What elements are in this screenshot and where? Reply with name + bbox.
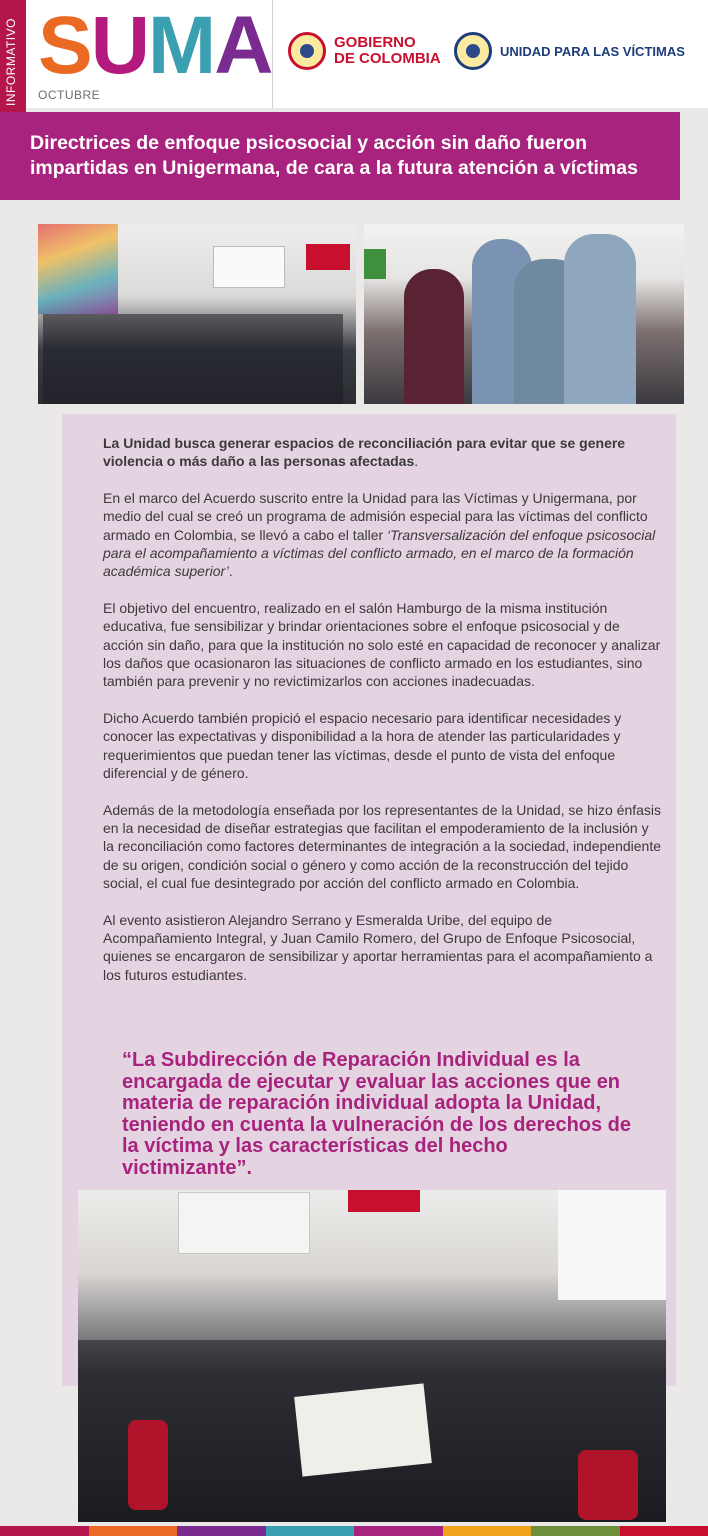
footer-segment bbox=[443, 1526, 532, 1536]
suma-letter-m: M bbox=[147, 0, 215, 91]
footer-segment bbox=[89, 1526, 178, 1536]
pull-quote: “La Subdirección de Reparación Individual es la encargada de ejecutar y evaluar las acciones que en materia de reparación individual adopta la Unidad, teniendo en cuenta la vulneración de los derechos de la víctima y las características del hecho victimizante”. bbox=[122, 1049, 632, 1179]
paragraph-1: En el marco del Acuerdo suscrito entre la Unidad para las Víctimas y Unigermana, por medio del cual se creó un programa de admisión especial para las víctimas del conflicto armado en Colombia, se llevó a cabo el taller ‘Transversalización del enfoque psicosocial para el acompañamiento a víctimas del conflicto armado, en el marco de la formación académica superior’. bbox=[103, 489, 656, 580]
photo-group-portrait bbox=[364, 224, 684, 404]
colombia-seal-icon bbox=[288, 32, 326, 70]
unidad-text: UNIDAD PARA LAS VÍCTIMAS bbox=[500, 43, 685, 59]
gobierno-logo bbox=[288, 32, 441, 70]
side-label: INFORMATIVO bbox=[4, 18, 18, 106]
suma-logo bbox=[0, 0, 273, 108]
footer-segment bbox=[0, 1526, 89, 1536]
gobierno-text bbox=[334, 35, 441, 67]
side-strip bbox=[0, 0, 26, 118]
article-lead: La Unidad busca generar espacios de reconciliación para evitar que se genere violencia o más daño a las personas afectadas bbox=[103, 435, 626, 470]
paragraph-3: Dicho Acuerdo también propició el espacio necesario para identificar necesidades y conocer las expectativas y disponibilidad a la hora de atender las particularidades y requerimientos que puedan tener las víctimas, desde el punto de vista del enfoque diferencial y de género. bbox=[103, 709, 622, 782]
title-band bbox=[0, 112, 680, 200]
unidad-victimas-logo bbox=[454, 32, 685, 70]
gobierno-line2: DE COLOMBIA bbox=[334, 50, 441, 67]
footer-segment bbox=[266, 1526, 355, 1536]
unidad-seal-icon bbox=[454, 32, 492, 70]
paragraph-5: Al evento asistieron Alejandro Serrano y Esmeralda Uribe, del equipo de Acompañamiento Integral, y Juan Camilo Romero, del Grupo de Enfoque Psicosocial, quienes se encargaron de sensibilizar y aportar herramientas para el acompañamiento a los futuros estudiantes. bbox=[103, 911, 653, 983]
gobierno-line1: GOBIERNO bbox=[334, 34, 416, 51]
photo-classroom-workshop bbox=[38, 224, 356, 404]
photo-work-table bbox=[78, 1190, 666, 1522]
workshop-title: ‘Transversalización del enfoque psicosocial para el acompañamiento a víctimas del conflicto armado, en el marco de la formación académica superior’ bbox=[103, 526, 656, 580]
issue-month: OCTUBRE bbox=[38, 88, 101, 102]
article-body bbox=[103, 434, 663, 1002]
paragraph-2: El objetivo del encuentro, realizado en el salón Hamburgo de la misma institución educativa, fue sensibilizar y brindar orientaciones sobre el enfoque psicosocial y de acción sin daño, para que la institución no solo esté en capacidad de reconocer y analizar los daños que ocasionaron las situaciones de conflicto armado en los estudiantes, sino también para prevenir y no revictimizarlos con acciones inadecuadas. bbox=[103, 599, 661, 690]
paragraph-1-text: En el marco del Acuerdo suscrito entre la Unidad para las Víctimas y Unigermana, por medio del cual se creó un programa de admisión especial para las víctimas del conflicto armado en Colombia, se llevó a cabo el taller bbox=[103, 489, 648, 543]
suma-wordmark bbox=[38, 0, 272, 91]
suma-letter-s: S bbox=[38, 0, 91, 91]
article-title: Directrices de enfoque psicosocial y acción sin daño fueron impartidas en Unigermana, de cara a la futura atención a víctimas bbox=[30, 132, 638, 179]
suma-letter-u: U bbox=[90, 0, 148, 91]
suma-letter-a: A bbox=[214, 0, 272, 91]
footer-segment bbox=[620, 1526, 708, 1536]
footer-segment bbox=[177, 1526, 266, 1536]
article-lead-paragraph: La Unidad busca generar espacios de reconciliación para evitar que se genere violencia o más daño a las personas afectadas. bbox=[103, 435, 626, 470]
footer-segment bbox=[531, 1526, 620, 1536]
footer-color-bar bbox=[0, 1526, 708, 1536]
paragraph-4: Además de la metodología enseñada por los representantes de la Unidad, se hizo énfasis en la necesidad de diseñar estrategias que facilitan el empoderamiento de la inclusión y la reconciliación como factores determinantes de integración a la sociedad, independiente de su origen, condición social o género y como acción de la reconstrucción del tejido social, el cual fue desintegrado por acción del conflicto armado en Colombia. bbox=[103, 801, 662, 892]
header bbox=[0, 0, 708, 108]
footer-segment bbox=[354, 1526, 443, 1536]
